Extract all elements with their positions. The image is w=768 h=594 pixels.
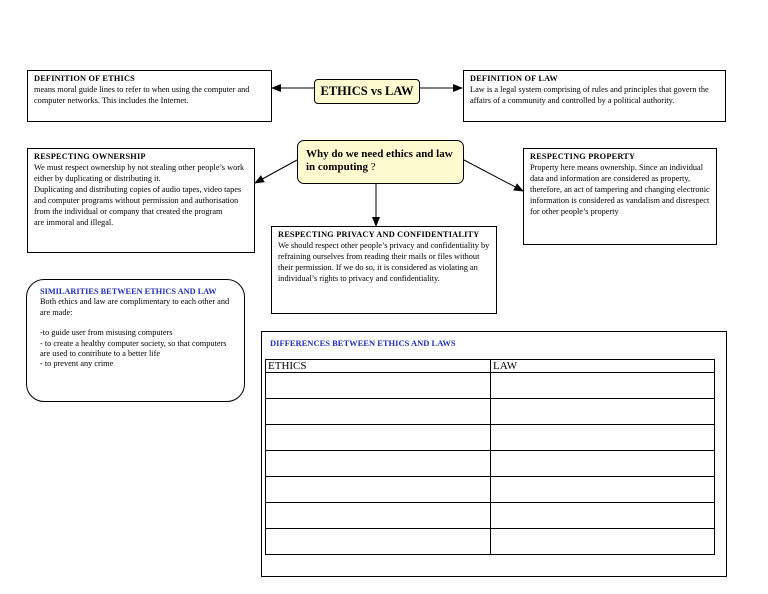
similarities-point: -to guide user from misusing computers <box>40 328 173 338</box>
table-row <box>266 425 715 451</box>
law-cell <box>491 425 715 451</box>
differences-table <box>265 359 715 555</box>
similarities-intro: Both ethics and law are complimentary to each other and are made: <box>40 297 230 317</box>
law-cell <box>491 477 715 503</box>
question-mark: ? <box>370 161 376 173</box>
table-row <box>266 529 715 555</box>
ethics-cell <box>266 451 491 477</box>
table-header-row <box>266 360 715 373</box>
law-cell <box>491 503 715 529</box>
definition-ethics-body: means moral guide lines to refer to when using the computer and computer networks. This includes the Internet. <box>34 85 250 105</box>
respecting-property-box <box>523 148 717 245</box>
ethics-cell <box>266 399 491 425</box>
privacy-body: We should respect other people’s privacy and confidentiality by refraining ourselves from reading their mails or files without their permission. If we do so, it is considered as violating an individual’s rights to privacy and confidentiality. <box>278 241 490 283</box>
central-topic <box>314 79 420 104</box>
similarities-heading: SIMILARITIES BETWEEN ETHICS AND LAW <box>40 287 217 296</box>
law-cell <box>491 373 715 399</box>
ethics-cell <box>266 425 491 451</box>
definition-law-heading: DEFINITION OF LAW <box>470 74 558 83</box>
property-heading: RESPECTING PROPERTY <box>530 152 636 161</box>
law-cell <box>491 399 715 425</box>
differences-box <box>261 331 727 577</box>
similarities-box <box>26 279 245 402</box>
table-row <box>266 399 715 425</box>
property-body: Property here means ownership. Since an individual data and information are considered as property, therefore, an act of tampering and changing electronic information is considered as vandalism and disrespect for other people’s property <box>530 163 710 216</box>
column-header-ethics: ETHICS <box>266 360 491 373</box>
privacy-heading: RESPECTING PRIVACY AND CONFIDENTIALITY <box>278 230 480 239</box>
respecting-ownership-box <box>27 148 255 253</box>
definition-ethics-heading: DEFINITION OF ETHICS <box>34 74 135 83</box>
table-row <box>266 477 715 503</box>
definition-ethics-box <box>27 70 272 122</box>
central-topic-title: ETHICS vs LAW <box>320 84 414 98</box>
similarities-point: - to prevent any crime <box>40 359 114 369</box>
law-cell <box>491 451 715 477</box>
question-text: Why do we need ethics and law in computing <box>306 148 453 173</box>
table-row <box>266 451 715 477</box>
similarities-point: - to create a healthy computer society, so that computers are used to contribute to a better life <box>40 338 227 359</box>
table-row <box>266 503 715 529</box>
arrow-to-ownership <box>255 160 297 183</box>
question-box <box>297 140 464 184</box>
ethics-cell <box>266 503 491 529</box>
definition-law-body: Law is a legal system comprising of rules and principles that govern the affairs of a community and controlled by a political authority. <box>470 85 709 105</box>
ownership-heading: RESPECTING OWNERSHIP <box>34 152 146 161</box>
respecting-privacy-box <box>271 226 497 314</box>
differences-table-body <box>266 373 715 555</box>
ownership-body: We must respect ownership by not stealing other people’s work either by duplicating or distributing it. Duplicating and distributing copies of audio tapes, video tapes and computer programs without permission and authorisation from the individual or company that created the program are immoral and illegal. <box>34 163 245 227</box>
arrow-to-property <box>464 160 523 191</box>
ethics-cell <box>266 373 491 399</box>
differences-title: DIFFERENCES BETWEEN ETHICS AND LAWS <box>270 338 456 348</box>
law-cell <box>491 529 715 555</box>
table-row <box>266 373 715 399</box>
ethics-cell <box>266 477 491 503</box>
column-header-law: LAW <box>491 360 715 373</box>
definition-law-box <box>463 70 726 122</box>
ethics-cell <box>266 529 491 555</box>
